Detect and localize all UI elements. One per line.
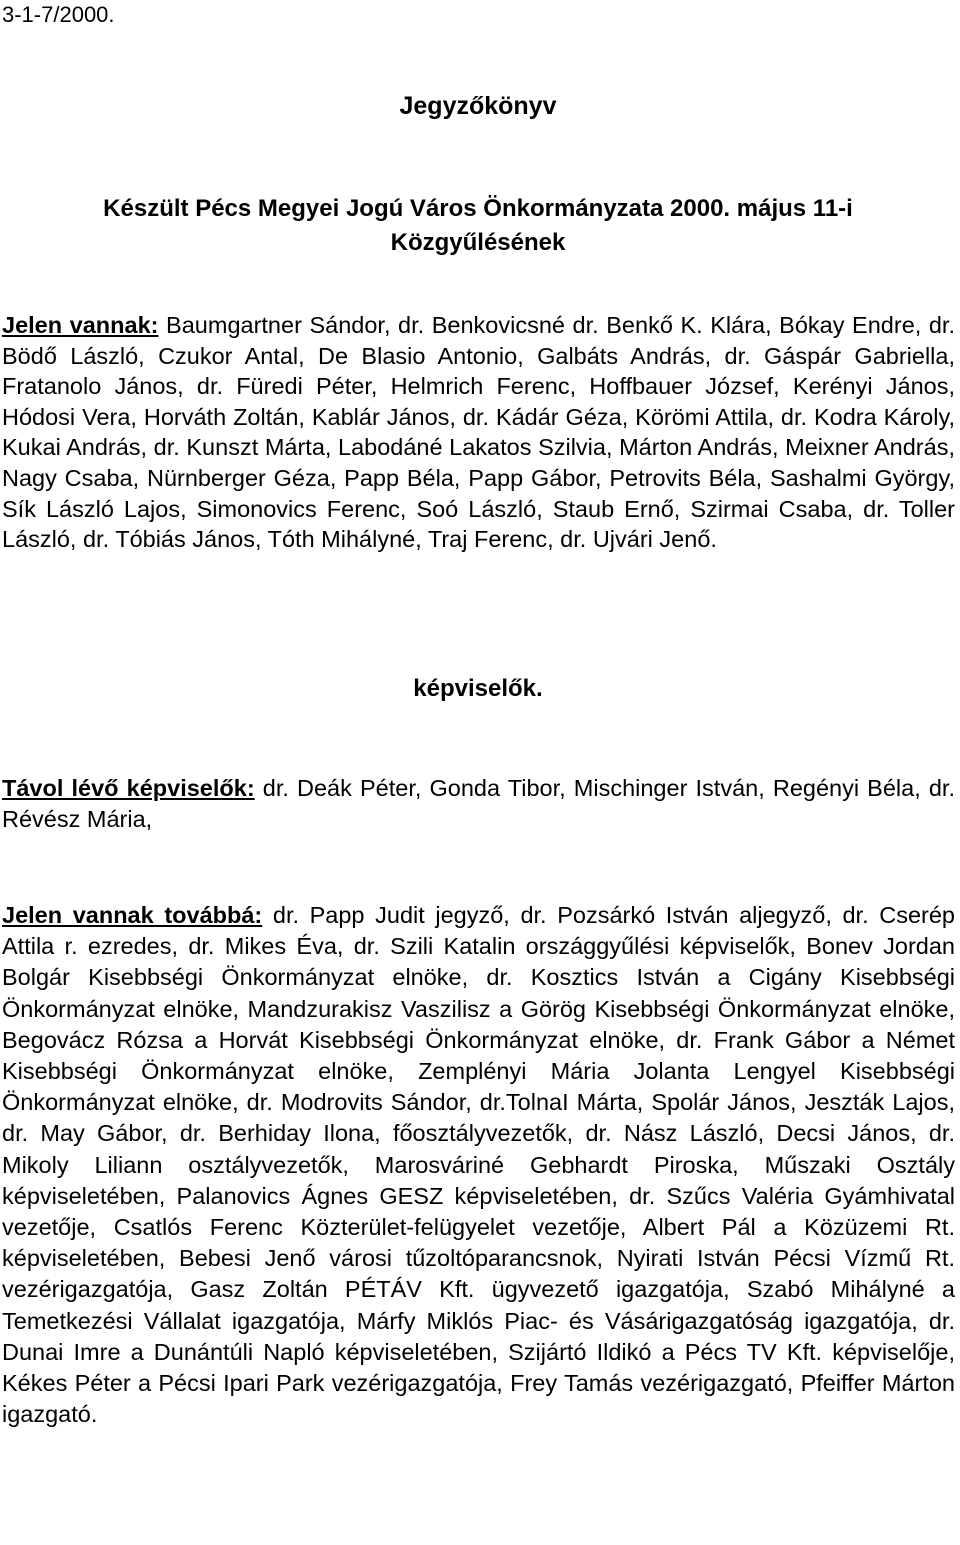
absent-members-list: dr. Deák Péter, Gonda Tibor, Mischinger István, Regényi Béla, dr. Révész Mária, bbox=[2, 775, 955, 832]
subtitle-line-1: Készült Pécs Megyei Jogú Város Önkormányzata 2000. május 11-i bbox=[103, 195, 853, 222]
document-title: Jegyzőkönyv bbox=[399, 92, 557, 120]
document-reference-number: 3-1-7/2000. bbox=[2, 2, 115, 27]
document-subtitle bbox=[0, 192, 956, 260]
representatives-closing-label: képviselők. bbox=[413, 675, 543, 702]
further-present-list: dr. Papp Judit jegyző, dr. Pozsárkó István aljegyző, dr. Cserép Attila r. ezredes, dr. Mikes Éva, dr. Szili Katalin országgyűlési képviselők, Bonev Jordan Bolgár Kisebbségi Önkormányzat elnöke, dr. Kosztics István a Cigány Kisebbségi Önkormányzat elnöke, Mandzurakisz Vaszilisz a Görög Kisebbségi Önkormányzat elnöke, Begovácz Rózsa a Horvát Kisebbségi Önkormányzat elnöke, dr. Frank Gábor a Német Kisebbségi Önkormányzat elnöke, Zemplényi Mária Jolanta Lengyel Kisebbségi Önkormányzat elnöke, dr. Modrovits Sándor, dr.TolnaI Márta, Spolár János, Jeszták Lajos, dr. May Gábor, dr. Berhiday Ilona, főosztályvezetők, dr. Nász László, Decsi János, dr. Mikoly Liliann osztályvezetők, Marosváriné Gebhardt Piroska, Műszaki Osztály képviseletében, Palanovics Ágnes GESZ képviseletében, dr. Szűcs Valéria Gyámhivatal vezetője, Csatlós Ferenc Közterület-felügyelet vezetője, Albert Pál a Közüzemi Rt. képviseletében, Bebesi Jenő városi tűzoltóparancsnok, Nyirati István Pécsi Vízmű Rt. vezérigazgatója, Gasz Zoltán PÉTÁV Kft. ügyvezető igazgatója, Szabó Mihályné a Temetkezési Vállalat igazgatója, Márfy Miklós Piac- és Vásárigazgatóság igazgatója, dr. Dunai Imre a Dunántúli Napló képviseletében, Szijártó Ildikó a Pécs TV Kft. képviselője, Kékes Péter a Pécsi Ipari Park vezérigazgatója, Frey Tamás vezérigazgató, Pfeiffer Márton igazgató. bbox=[2, 902, 955, 1428]
absent-members-label: Távol lévő képviselők: bbox=[2, 775, 255, 801]
further-present-paragraph bbox=[2, 900, 955, 1430]
subtitle-line-2: Közgyűlésének bbox=[390, 229, 566, 256]
further-present-label: Jelen vannak továbbá: bbox=[2, 902, 263, 928]
present-members-list: Baumgartner Sándor, dr. Benkovicsné dr. Benkő K. Klára, Bókay Endre, dr. Bödő László, Czukor Antal, De Blasio Antonio, Galbáts András, dr. Gáspár Gabriella, Fratanolo János, dr. Füredi Péter, Helmrich Ferenc, Hoffbauer József, Kerényi János, Hódosi Vera, Horváth Zoltán, Kablár János, dr. Kádár Géza, Körömi Attila, dr. Kodra Károly, Kukai András, dr. Kunszt Márta, Labodáné Lakatos Szilvia, Márton András, Meixner András, Nagy Csaba, Nürnberger Géza, Papp Béla, Papp Gábor, Petrovits Béla, Sashalmi György, Sík László Lajos, Simonovics Ferenc, Soó László, Staub Ernő, Szirmai Csaba, dr. Toller László, dr. Tóbiás János, Tóth Mihályné, Traj Ferenc, dr. Ujvári Jenő. bbox=[2, 312, 955, 553]
present-members-paragraph bbox=[2, 310, 955, 555]
absent-members-paragraph bbox=[2, 773, 955, 834]
present-members-label: Jelen vannak: bbox=[2, 312, 159, 338]
